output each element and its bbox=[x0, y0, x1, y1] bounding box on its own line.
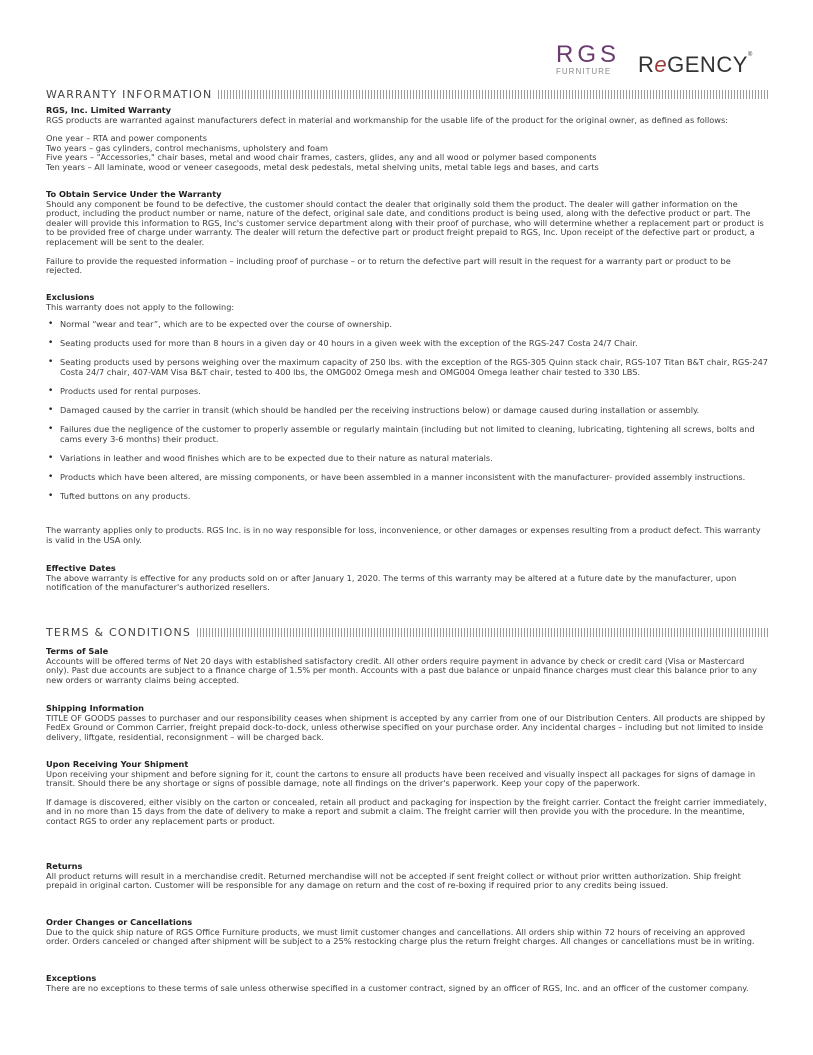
order-changes-block bbox=[46, 918, 768, 947]
header-logos bbox=[0, 0, 813, 85]
shipping-info-heading: Shipping Information bbox=[46, 703, 144, 713]
exclusion-item: • Damaged caused by the carrier in transit (which should be handled per the receiving instructions below) or damage caused during installation or assembly. bbox=[46, 406, 768, 416]
terms-section-title: TERMS & CONDITIONS bbox=[46, 625, 192, 639]
receiving-shipment-heading: Upon Receiving Your Shipment bbox=[46, 759, 189, 769]
terms-of-sale-heading: Terms of Sale bbox=[46, 646, 109, 656]
warranty-term-3: Five years – "Accessories," chair bases, metal and wood chair frames, casters, glides, any and all wood or polymer based components bbox=[46, 152, 597, 163]
exclusions-block bbox=[46, 293, 768, 511]
limited-warranty-heading: RGS, Inc. Limited Warranty bbox=[46, 105, 172, 115]
order-changes-heading: Order Changes or Cancellations bbox=[46, 917, 193, 927]
exceptions-block bbox=[46, 974, 768, 993]
exceptions-body: There are no exceptions to these terms of sale unless otherwise specified in a customer contract, signed by an officer of RGS, Inc. and an officer of the customer company. bbox=[46, 982, 749, 993]
shipping-info-body: TITLE OF GOODS passes to purchaser and our responsibility ceases when shipment is accepted by any carrier from one of our Distribution Centers. All products are shipped by FedEx Ground or Common Carrier, freight prepaid dock-to-dock, unless otherwise specified on your purchase order. Any incidental charges – including but not limited to inside delivery, liftgate, residential, reconsignment – will be charged back. bbox=[46, 712, 766, 742]
effective-dates-heading: Effective Dates bbox=[46, 563, 116, 573]
exclusions-closing: The warranty applies only to products. RGS Inc. is in no way responsible for loss, inconvenience, or other damages or expenses resulting from a product defect. This warranty is valid in the USA only. bbox=[46, 525, 761, 545]
obtain-service-block bbox=[46, 190, 768, 276]
obtain-service-body: Should any component be found to be defective, the customer should contact the dealer that originally sold them the product. The dealer will gather information on the product, including the product number or name, nature of the defect, original sale date, and conditions product is being used, along with the defective product or part. The dealer will provide this information to RGS, Inc's customer service department along with their proof of purchase, who will determine whether a replacement part or product is to be provided free of charge under warranty. The dealer will return the defective part or product freight prepaid to RGS, Inc. Upon receipt of the defective part or product, a replacement will be sent to the dealer. bbox=[46, 198, 764, 247]
registered-mark: ® bbox=[747, 52, 753, 58]
exclusions-intro: This warranty does not apply to the following: bbox=[46, 301, 235, 312]
warranty-section-header bbox=[46, 87, 768, 101]
effective-dates-body: The above warranty is effective for any products sold on or after January 1, 2020. The terms of this warranty may be altered at a future date by the manufacturer, upon notification of the manufacturer's authorized resellers. bbox=[46, 572, 737, 593]
exclusion-item: • Tufted buttons on any products. bbox=[46, 492, 768, 502]
warranty-section-title: WARRANTY INFORMATION bbox=[46, 87, 213, 101]
exclusion-item: • Products used for rental purposes. bbox=[46, 387, 768, 397]
exclusion-item: • Variations in leather and wood finishes which are to be expected due to their nature as natural materials. bbox=[46, 454, 768, 464]
regency-logo-accent: e bbox=[654, 52, 668, 77]
rgs-furniture-logo bbox=[556, 41, 621, 76]
receiving-shipment-block bbox=[46, 760, 768, 827]
exclusion-item: • Seating products used for more than 8 hours in a given day or 40 hours in a given week with the exception of the RGS-247 Costa 24/7 Chair. bbox=[46, 339, 768, 349]
terms-of-sale-body: Accounts will be offered terms of Net 20 days with established satisfactory credit. All other orders require payment in advance by check or credit card (Visa or Mastercard only). Past due accounts are subject to a finance charge of 1.5% per month. Accounts with a past due balance or unpaid finance charges must clear this balance prior to any new orders or warranty claims being accepted. bbox=[46, 655, 757, 685]
regency-logo bbox=[638, 52, 753, 78]
returns-heading: Returns bbox=[46, 861, 83, 871]
decorative-rule bbox=[218, 90, 768, 99]
receiving-damage-body: If damage is discovered, either visibly on the carton or concealed, retain all product and packaging for inspection by the freight carrier. Contact the freight carrier immediately, and in no more than 15 days from the date of delivery to make a report and submit a claim. The freight carrier will then provide you with the procedure. In the meantime, contact RGS to order any replacement parts or product. bbox=[46, 796, 767, 826]
obtain-service-heading: To Obtain Service Under the Warranty bbox=[46, 189, 222, 199]
exclusion-item: • Normal “wear and tear”, which are to be expected over the course of ownership. bbox=[46, 320, 768, 330]
rgs-logo-wordmark: RGS bbox=[556, 41, 621, 68]
shipping-info-block bbox=[46, 704, 768, 742]
effective-dates-block bbox=[46, 564, 768, 593]
receiving-shipment-body: Upon receiving your shipment and before signing for it, count the cartons to ensure all products have been received and visually inspect all packages for signs of damage in transit. Should there be any shortage or signs of possible damage, note all findings on the driver's paperwork. Keep your copy of the paperwork. bbox=[46, 768, 756, 789]
regency-logo-r: R bbox=[638, 52, 655, 77]
exclusions-heading: Exclusions bbox=[46, 292, 95, 302]
exclusion-item: • Products which have been altered, are missing components, or have been assembled in a manner inconsistent with the manufacturer- provided assembly instructions. bbox=[46, 473, 768, 483]
terms-of-sale-block bbox=[46, 647, 768, 685]
exclusions-closing-block bbox=[46, 526, 768, 545]
exclusions-list bbox=[46, 320, 768, 502]
exclusion-item: • Seating products used by persons weighing over the maximum capacity of 250 lbs. with the exception of the RGS-305 Quinn stack chair, RGS-107 Titan B&T chair, RGS-247 Costa 24/7 chair, 407-VAM Visa B&T chair, tested to 400 lbs, the OMG002 Omega mesh and OMG004 Omega leather chair tested to 330 LBS. bbox=[46, 358, 768, 377]
limited-warranty-block bbox=[46, 106, 768, 173]
exclusion-item: • Failures due the negligence of the customer to properly assemble or regularly maintain (including but not limited to cleaning, lubricating, tightening all screws, bolts and cams every 3-6 months) their product. bbox=[46, 425, 768, 444]
limited-warranty-intro: RGS products are warranted against manufacturers defect in material and workmanship for the usable life of the product for the original owner, as defined as follows: bbox=[46, 114, 728, 125]
exceptions-heading: Exceptions bbox=[46, 973, 97, 983]
rgs-logo-subtitle: FURNITURE bbox=[556, 67, 612, 76]
obtain-service-failure: Failure to provide the requested information – including proof of purchase – or to return the defective part will result in the request for a warranty part or product to be rejected. bbox=[46, 255, 731, 276]
warranty-term-4: Ten years – All laminate, wood or veneer casegoods, metal desk pedestals, metal shelving units, metal table legs and bases, and carts bbox=[46, 161, 599, 172]
decorative-rule bbox=[197, 628, 768, 637]
terms-section-header bbox=[46, 625, 768, 639]
returns-block bbox=[46, 862, 768, 891]
order-changes-body: Due to the quick ship nature of RGS Office Furniture products, we must limit customer changes and cancellations. All orders ship within 72 hours of receiving an approved order. Orders canceled or changed after shipment will be subject to a 25% restocking charge plus the return freight charges. All changes or cancellations must be in writing. bbox=[46, 926, 755, 947]
regency-logo-rest: GENCY bbox=[667, 52, 748, 77]
returns-body: All product returns will result in a merchandise credit. Returned merchandise will not be accepted if sent freight collect or without prior written authorization. Ship freight prepaid in original carton. Customer will be responsible for any damage on return and the cost of re-boxing if required prior to any credits being issued. bbox=[46, 870, 741, 891]
warranty-term-1: One year – RTA and power components bbox=[46, 133, 207, 144]
warranty-term-2: Two years – gas cylinders, control mechanisms, upholstery and foam bbox=[46, 142, 328, 153]
